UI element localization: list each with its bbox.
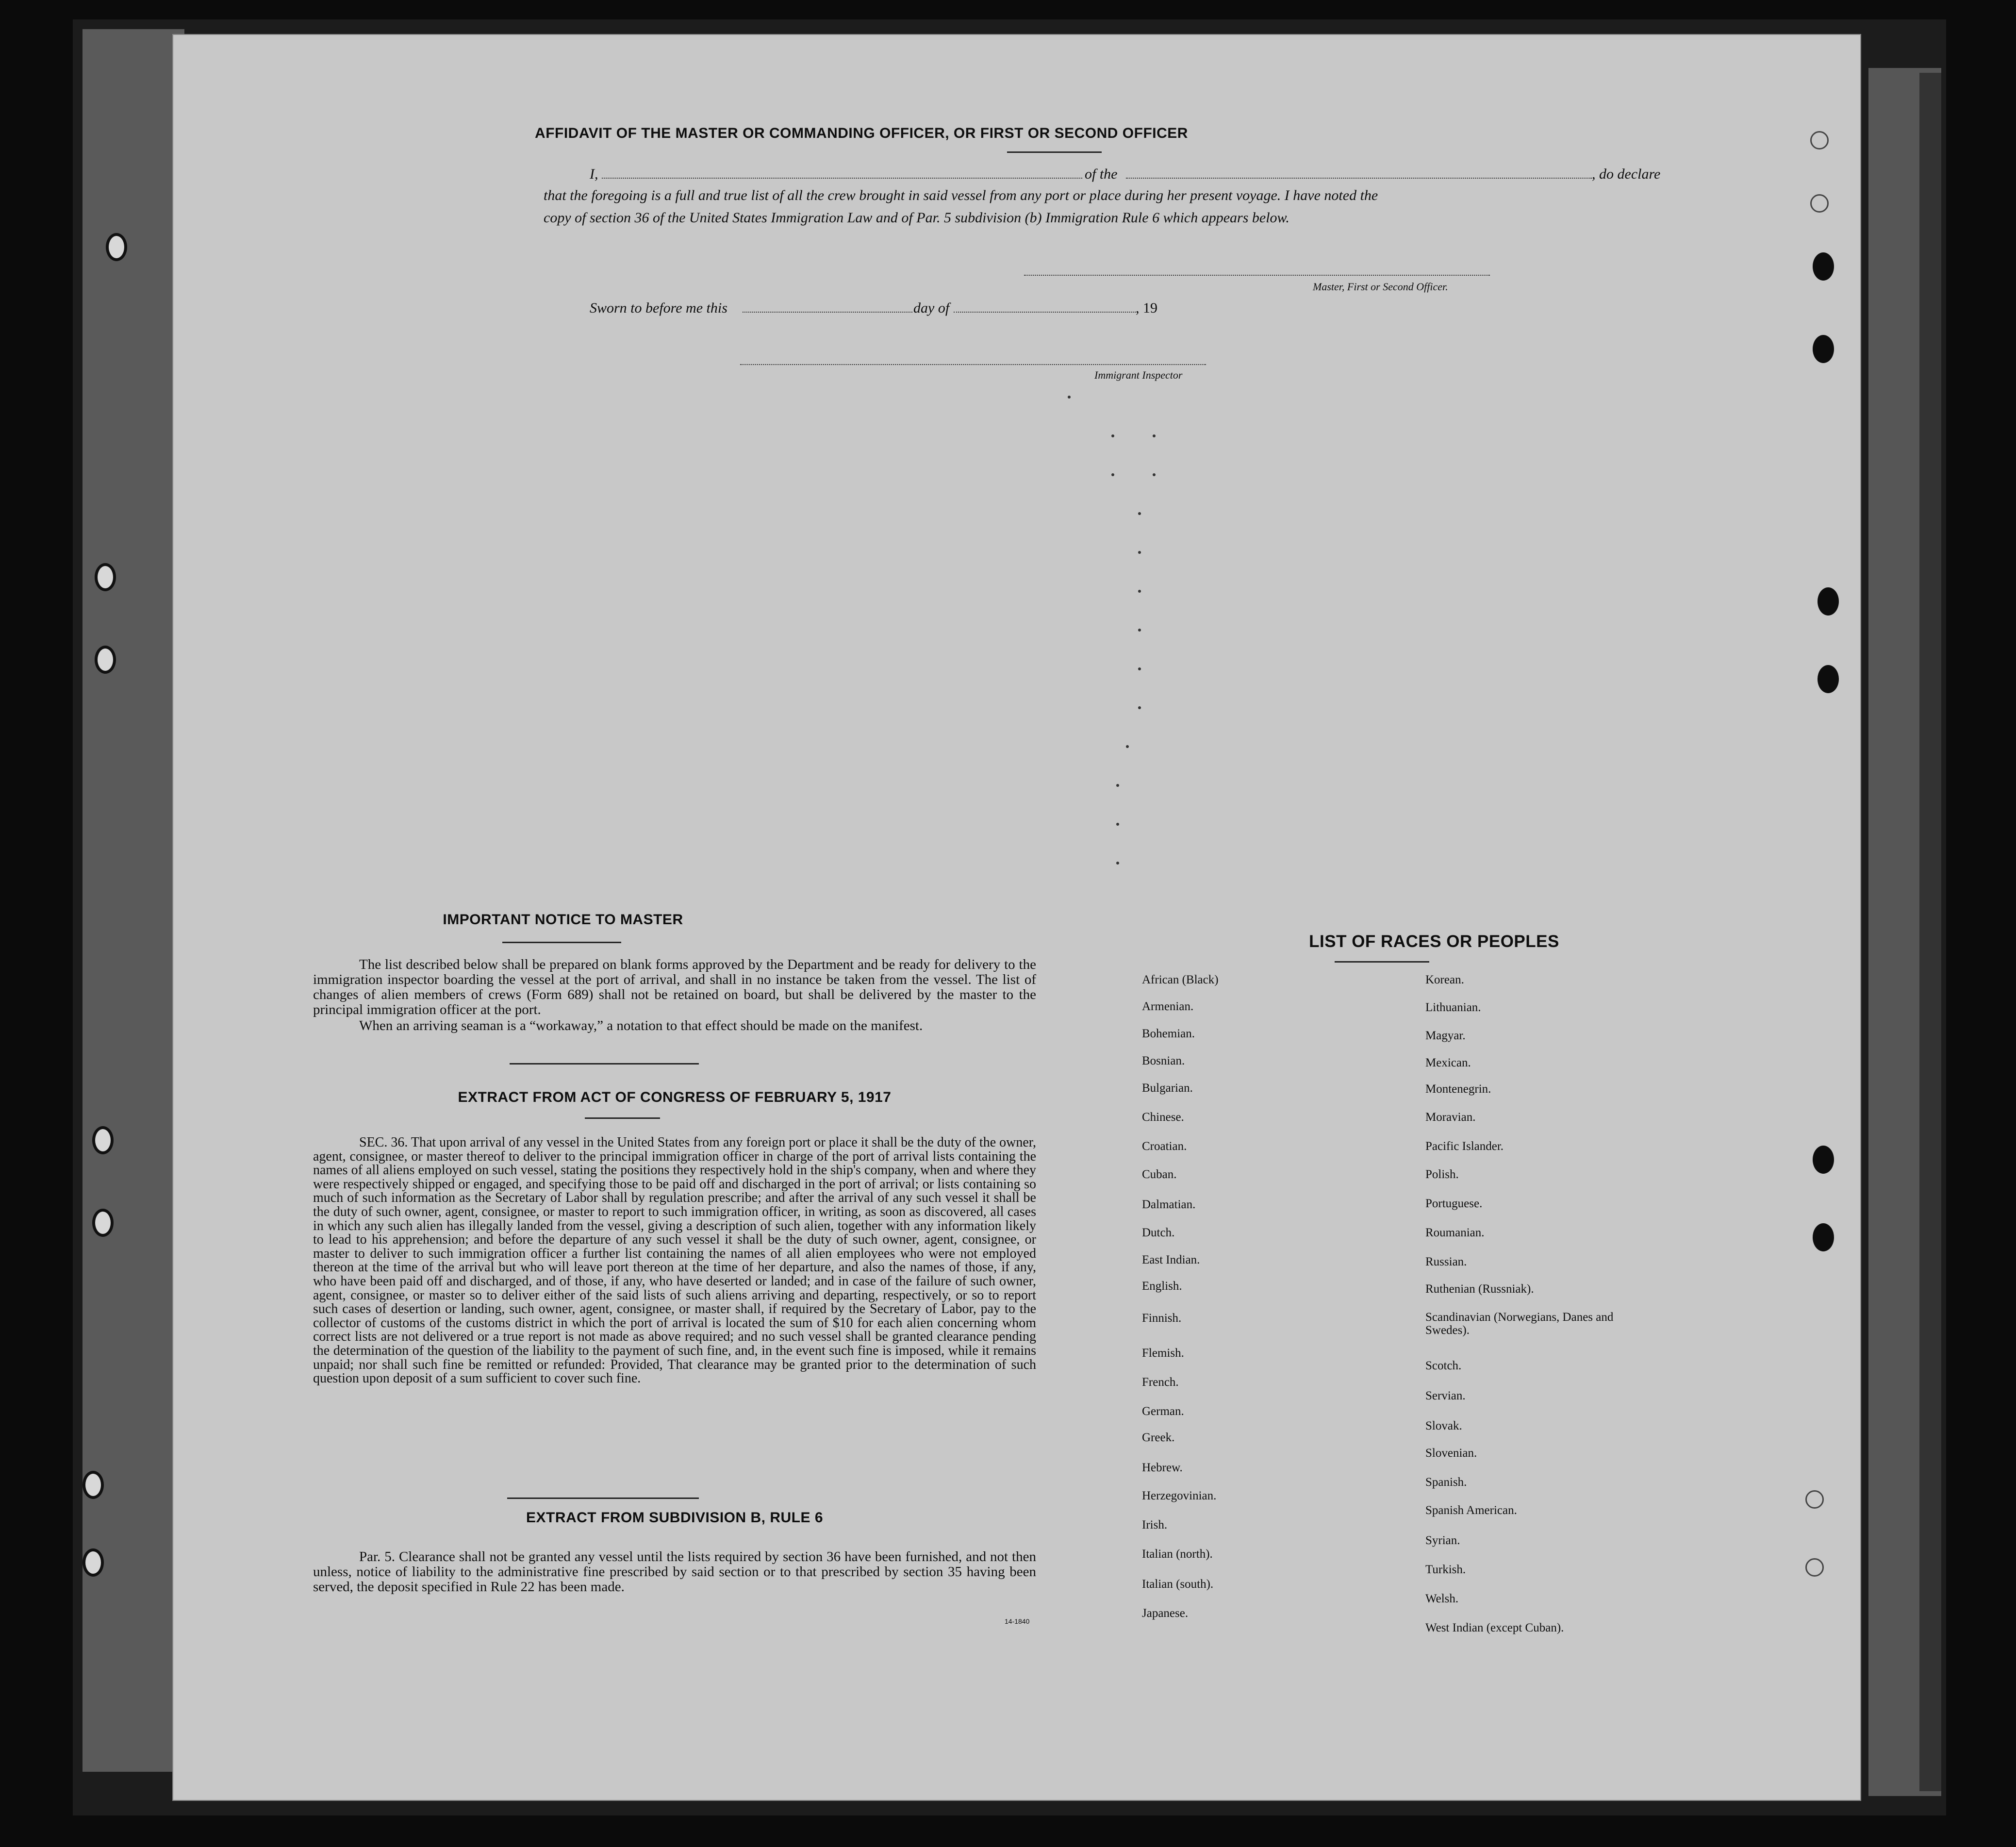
race-item: Dalmatian. bbox=[1142, 1198, 1196, 1211]
bleed-through-mark bbox=[1138, 667, 1141, 670]
affidavit-title: AFFIDAVIT OF THE MASTER OR COMMANDING OFFICER, OR FIRST OR SECOND OFFICER bbox=[535, 125, 1188, 141]
act-title: EXTRACT FROM ACT OF CONGRESS OF FEBRUARY 5, 1917 bbox=[458, 1089, 892, 1105]
bleed-through-mark bbox=[1138, 590, 1141, 593]
bleed-through-mark bbox=[1138, 512, 1141, 515]
sworn-year: , 19 bbox=[1136, 300, 1157, 316]
race-item: Chinese. bbox=[1142, 1111, 1184, 1124]
divider bbox=[1335, 961, 1429, 963]
race-item: Scandinavian (Norwegians, Danes and Swedes). bbox=[1425, 1311, 1614, 1337]
race-item: German. bbox=[1142, 1405, 1184, 1418]
sworn-day-line bbox=[743, 312, 912, 313]
bleed-through-mark bbox=[1068, 396, 1071, 399]
bleed-through-mark bbox=[1138, 706, 1141, 709]
act-text: SEC. 36. That upon arrival of any vessel in the United States from any foreign port or place it shall be the duty of the owner, agent, consignee, or master thereof to deliver to the principal immigration officer in charge of the port of arrival lists containing the names of all aliens employed on such vessel, stating the positions they respectively hold in the ship's company, when and where they were respectively shipped or engaged, and specifying those to be paid off and discharged in the port of arrival; or lists containing so much of such information as the Secretary of Labor shall by regulation prescribe; and after the arrival of any such vessel it shall be the duty of such owner, agent, consignee, or master to report to such immigration officer, in writing, as soon as discovered, all cases in which any such alien has illegally landed from the vessel, giving a description of such alien, together with any information likely to lead to his apprehension; and before the departure of any such vessel it shall be the duty of such owner, agent, consignee, or master to deliver to such immigration officer a further list containing the names of all alien employees who were not employed thereon at the time of the arrival but who will leave port thereon at the time of her departure, and also the names of those, if any, who have been paid off and discharged, and of those, if any, who have deserted or landed; and in case of the failure of such owner, agent, consignee, or master so to deliver either of the said lists of such aliens arriving and departing, respectively, or so to report such cases of desertion or landing, such owner, agent, consignee, or master shall, if required by the Secretary of Labor, pay to the collector of customs of the customs district in which the port of arrival is located the sum of $10 for each alien concerning whom correct lists are not delivered or a true report is not made as above required; and no such vessel shall be granted clearance pending the determination of the question of the liability to the payment of such fine, and, in the event such fine is imposed, while it remains unpaid; nor shall such fine be remitted or refunded: Provided, That clearance may be granted prior to the determination of such question upon deposit of a sum sufficient to cover such fine. bbox=[313, 1135, 1036, 1386]
bleed-through-mark bbox=[1138, 629, 1141, 632]
inspector-signature-line bbox=[740, 364, 1206, 365]
bleed-through-mark bbox=[1153, 434, 1156, 437]
punch-hole-icon bbox=[1818, 587, 1839, 616]
bleed-through-mark bbox=[1111, 434, 1114, 437]
race-item: Slovak. bbox=[1425, 1419, 1462, 1432]
race-item: Japanese. bbox=[1142, 1607, 1189, 1620]
race-item: English. bbox=[1142, 1280, 1182, 1293]
race-item: Scotch. bbox=[1425, 1359, 1462, 1372]
punch-hole-icon bbox=[92, 1126, 114, 1154]
sworn-day-of: day of bbox=[913, 300, 950, 316]
ring-hole-icon bbox=[1805, 1558, 1824, 1577]
divider bbox=[502, 942, 621, 943]
ring-hole-icon bbox=[1810, 131, 1829, 150]
race-item: Korean. bbox=[1425, 973, 1464, 986]
race-item: Pacific Islander. bbox=[1425, 1140, 1504, 1153]
affidavit-of-the: of the bbox=[1085, 166, 1118, 182]
vessel-blank-line bbox=[1126, 178, 1592, 179]
punch-hole-icon bbox=[1813, 335, 1834, 363]
race-item: Herzegovinian. bbox=[1142, 1489, 1217, 1502]
race-item: French. bbox=[1142, 1376, 1179, 1389]
races-title: LIST OF RACES OR PEOPLES bbox=[1309, 932, 1559, 951]
race-item: Dutch. bbox=[1142, 1226, 1175, 1239]
bleed-through-mark bbox=[1116, 784, 1119, 787]
sworn-prefix: Sworn to before me this bbox=[590, 300, 727, 316]
race-item: Flemish. bbox=[1142, 1347, 1184, 1360]
affidavit-declare: , do declare bbox=[1592, 166, 1661, 182]
punch-hole-icon bbox=[1813, 252, 1834, 281]
race-item: Cuban. bbox=[1142, 1168, 1177, 1181]
divider bbox=[1007, 151, 1102, 153]
race-item: Ruthenian (Russniak). bbox=[1425, 1282, 1534, 1296]
notice-paragraph-2: When an arriving seaman is a “workaway,” a notation to that effect should be made on the manifest. bbox=[359, 1018, 923, 1033]
race-item: Portuguese. bbox=[1425, 1197, 1483, 1210]
race-item: African (Black) bbox=[1142, 973, 1219, 986]
bleed-through-mark bbox=[1153, 473, 1156, 476]
punch-hole-icon bbox=[1813, 1223, 1834, 1251]
sworn-month-line bbox=[954, 312, 1136, 313]
notice-paragraph-1: The list described below shall be prepared on blank forms approved by the Department and be ready for delivery to the immigration inspector boarding the vessel at the port of arrival, and shall in no instance be taken from the vessel. The list of changes of alien members of crews (Form 689) shall not be retained on board, but shall be delivered by the master to the principal immigration officer at the port. bbox=[313, 957, 1036, 1017]
race-item: East Indian. bbox=[1142, 1253, 1200, 1266]
race-item: Syrian. bbox=[1425, 1534, 1460, 1547]
bleed-through-mark bbox=[1116, 862, 1119, 865]
race-item: Italian (south). bbox=[1142, 1578, 1214, 1591]
form-number: 14-1840 bbox=[1005, 1617, 1030, 1625]
race-item: Welsh. bbox=[1425, 1592, 1459, 1605]
race-item: Roumanian. bbox=[1425, 1226, 1485, 1239]
punch-hole-icon bbox=[1813, 1146, 1834, 1174]
ring-hole-icon bbox=[1810, 194, 1829, 213]
race-item: Greek. bbox=[1142, 1431, 1175, 1444]
signature-line bbox=[1024, 275, 1490, 276]
race-item: Armenian. bbox=[1142, 1000, 1194, 1013]
affidavit-line3: copy of section 36 of the United States Immigration Law and of Par. 5 subdivision (b) Immigration Rule 6 which appears below. bbox=[544, 210, 1289, 226]
punch-hole-icon bbox=[95, 563, 116, 591]
punch-hole-icon bbox=[83, 1471, 104, 1499]
bleed-through-mark bbox=[1138, 551, 1141, 554]
race-item: Finnish. bbox=[1142, 1312, 1182, 1325]
race-item: Bosnian. bbox=[1142, 1054, 1185, 1067]
rule6-title: EXTRACT FROM SUBDIVISION B, RULE 6 bbox=[526, 1510, 824, 1526]
punch-hole-icon bbox=[92, 1209, 114, 1237]
race-item: Moravian. bbox=[1425, 1111, 1476, 1124]
race-item: West Indian (except Cuban). bbox=[1425, 1621, 1564, 1634]
inspector-caption: Immigrant Inspector bbox=[1094, 369, 1183, 381]
punch-hole-icon bbox=[83, 1548, 104, 1577]
rule6-text: Par. 5. Clearance shall not be granted any vessel until the lists required by section 36 have been furnished, and not then unless, notice of liability to the administrative fine prescribed by said section or to that prescribed by section 35 having been served, the deposit specified in Rule 22 has been made. bbox=[313, 1549, 1036, 1595]
affidavit-line2: that the foregoing is a full and true list of all the crew brought in said vessel from any port or place during her present voyage. I have noted the bbox=[544, 187, 1378, 203]
punch-hole-icon bbox=[95, 646, 116, 674]
name-blank-line bbox=[602, 178, 1082, 179]
punch-hole-icon bbox=[1818, 665, 1839, 693]
race-item: Spanish. bbox=[1425, 1476, 1467, 1489]
affidavit-i: I, bbox=[590, 166, 598, 182]
divider bbox=[507, 1498, 699, 1499]
divider bbox=[510, 1063, 699, 1065]
signature-caption: Master, First or Second Officer. bbox=[1313, 281, 1448, 293]
bleed-through-mark bbox=[1111, 473, 1114, 476]
race-item: Magyar. bbox=[1425, 1029, 1466, 1042]
race-item: Bulgarian. bbox=[1142, 1082, 1193, 1095]
document-page bbox=[172, 34, 1861, 1801]
ring-hole-icon bbox=[1805, 1490, 1824, 1509]
race-item: Russian. bbox=[1425, 1255, 1467, 1268]
race-item: Croatian. bbox=[1142, 1140, 1187, 1153]
race-item: Italian (north). bbox=[1142, 1547, 1213, 1561]
race-item: Lithuanian. bbox=[1425, 1001, 1481, 1014]
race-item: Irish. bbox=[1142, 1518, 1168, 1531]
race-item: Polish. bbox=[1425, 1168, 1459, 1181]
race-item: Turkish. bbox=[1425, 1563, 1466, 1576]
divider bbox=[585, 1117, 660, 1119]
race-item: Mexican. bbox=[1425, 1056, 1471, 1069]
race-item: Montenegrin. bbox=[1425, 1082, 1491, 1096]
notice-title: IMPORTANT NOTICE TO MASTER bbox=[443, 912, 683, 928]
race-item: Slovenian. bbox=[1425, 1447, 1477, 1460]
back-sheet-left bbox=[83, 29, 184, 1772]
race-item: Servian. bbox=[1425, 1389, 1466, 1402]
punch-hole-icon bbox=[106, 233, 127, 261]
race-item: Spanish American. bbox=[1425, 1504, 1517, 1517]
bleed-through-mark bbox=[1126, 745, 1129, 748]
page-edge-strip bbox=[1919, 73, 1941, 1791]
race-item: Hebrew. bbox=[1142, 1461, 1183, 1474]
race-item: Bohemian. bbox=[1142, 1027, 1195, 1040]
bleed-through-mark bbox=[1116, 823, 1119, 826]
